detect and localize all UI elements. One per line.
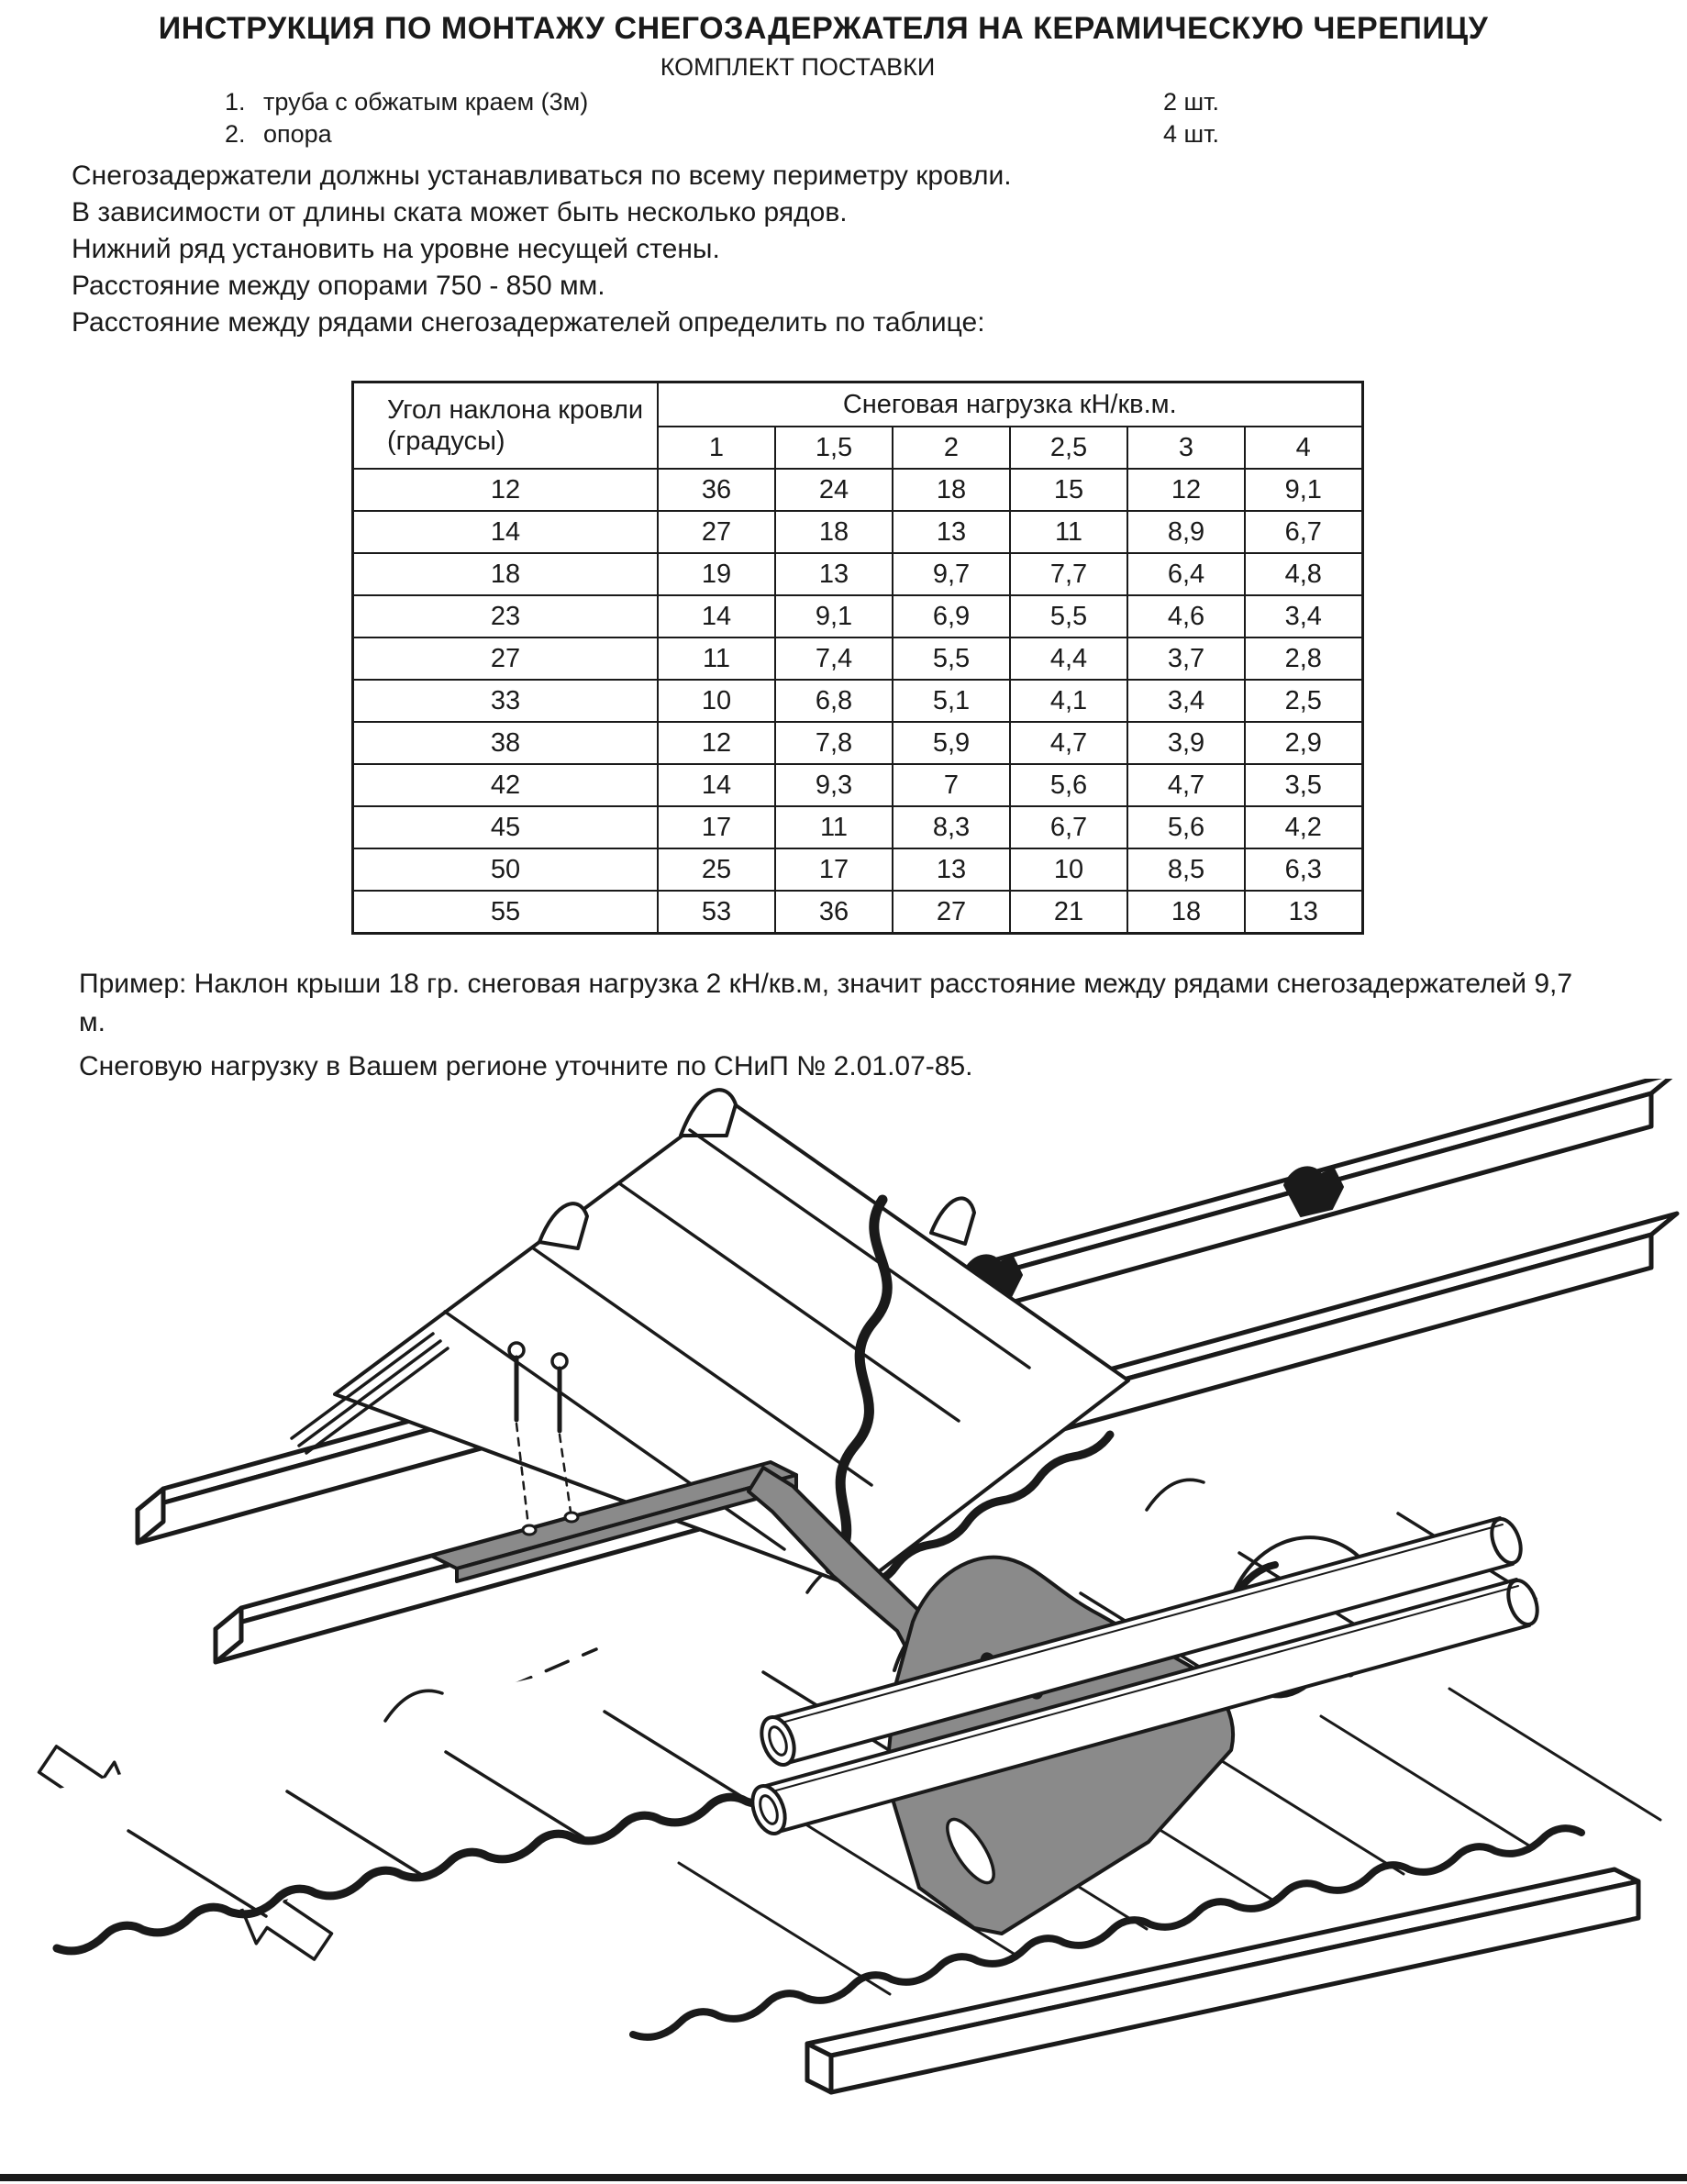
load-value-cell: 15 xyxy=(1010,469,1127,511)
load-value-cell: 7,8 xyxy=(775,722,893,764)
load-value-cell: 6,3 xyxy=(1245,848,1362,891)
load-value-cell: 4,7 xyxy=(1010,722,1127,764)
load-value-cell: 3,4 xyxy=(1245,595,1362,637)
load-value-cell: 18 xyxy=(893,469,1010,511)
intro-line: Расстояние между рядами снегозадержателей определить по таблице: xyxy=(72,307,985,338)
load-value-cell: 3,4 xyxy=(1127,680,1245,722)
table-row xyxy=(353,469,1363,511)
load-value-cell: 6,8 xyxy=(775,680,893,722)
kit-item-number: 1. xyxy=(225,88,246,116)
load-value-cell: 5,6 xyxy=(1127,806,1245,848)
load-value-cell: 27 xyxy=(658,511,775,553)
angle-cell: 27 xyxy=(353,637,659,680)
load-value-cell: 8,5 xyxy=(1127,848,1245,891)
angle-cell: 33 xyxy=(353,680,659,722)
load-value-cell: 7,7 xyxy=(1010,553,1127,595)
load-column-header: 2,5 xyxy=(1010,427,1127,469)
load-value-cell: 4,8 xyxy=(1245,553,1362,595)
load-value-cell: 7 xyxy=(893,764,1010,806)
kit-item-qty: 2 шт. xyxy=(1163,88,1220,116)
load-value-cell: 6,7 xyxy=(1245,511,1362,553)
kit-item-number: 2. xyxy=(225,120,246,148)
kit-item-label: труба с обжатым краем (3м) xyxy=(263,88,589,116)
kit-list xyxy=(225,86,1326,150)
load-value-cell: 13 xyxy=(775,553,893,595)
kit-item-label: опора xyxy=(263,120,332,148)
load-value-cell: 5,9 xyxy=(893,722,1010,764)
load-value-cell: 4,4 xyxy=(1010,637,1127,680)
load-value-cell: 5,6 xyxy=(1010,764,1127,806)
strap-hole xyxy=(523,1525,536,1535)
snip-note: Снеговую нагрузку в Вашем регионе уточните по СНиП № 2.01.07-85. xyxy=(79,1051,973,1081)
installation-diagram xyxy=(0,1079,1687,2184)
load-value-cell: 11 xyxy=(775,806,893,848)
example-paragraph: Пример: Наклон крыши 18 гр. снеговая нагрузка 2 кН/кв.м, значит расстояние между рядами снегозадержателей 9,7 м. xyxy=(79,969,1573,1037)
load-value-cell: 3,9 xyxy=(1127,722,1245,764)
load-value-cell: 8,9 xyxy=(1127,511,1245,553)
load-value-cell: 12 xyxy=(658,722,775,764)
kit-item xyxy=(225,86,1326,118)
table-row xyxy=(353,511,1363,553)
load-value-cell: 18 xyxy=(1127,891,1245,934)
table-row xyxy=(353,595,1363,637)
load-value-cell: 5,1 xyxy=(893,680,1010,722)
load-value-cell: 13 xyxy=(893,848,1010,891)
angle-cell: 45 xyxy=(353,806,659,848)
load-column-header: 4 xyxy=(1245,427,1362,469)
load-value-cell: 11 xyxy=(1010,511,1127,553)
intro-line: Расстояние между опорами 750 - 850 мм. xyxy=(72,271,605,301)
load-column-header: 2 xyxy=(893,427,1010,469)
load-value-cell: 36 xyxy=(658,469,775,511)
page-title: ИНСТРУКЦИЯ ПО МОНТАЖУ СНЕГОЗАДЕРЖАТЕЛЯ НА КЕРАМИЧЕСКУЮ ЧЕРЕПИЦУ xyxy=(158,11,1489,46)
tile-crest-curve xyxy=(1147,1480,1204,1510)
intro-line: В зависимости от длины ската может быть несколько рядов. xyxy=(72,197,848,227)
load-value-cell: 17 xyxy=(658,806,775,848)
table-row xyxy=(353,553,1363,595)
load-value-cell: 27 xyxy=(893,891,1010,934)
load-value-cell: 13 xyxy=(1245,891,1362,934)
load-value-cell: 19 xyxy=(658,553,775,595)
load-value-cell: 4,6 xyxy=(1127,595,1245,637)
angle-cell: 38 xyxy=(353,722,659,764)
table-row xyxy=(353,637,1363,680)
load-value-cell: 6,9 xyxy=(893,595,1010,637)
table-row xyxy=(353,848,1363,891)
tile-peak xyxy=(681,1090,736,1136)
intro-paragraphs xyxy=(72,158,1012,341)
load-value-cell: 21 xyxy=(1010,891,1127,934)
kit-item xyxy=(225,118,1326,150)
load-value-cell: 2,9 xyxy=(1245,722,1362,764)
intro-line: Снегозадержатели должны устанавливаться по всему периметру кровли. xyxy=(72,161,1012,191)
tile-peak xyxy=(539,1203,587,1248)
load-column-header: 3 xyxy=(1127,427,1245,469)
load-value-cell: 2,5 xyxy=(1245,680,1362,722)
load-value-cell: 2,8 xyxy=(1245,637,1362,680)
angle-cell: 12 xyxy=(353,469,659,511)
load-column-header: 1,5 xyxy=(775,427,893,469)
load-value-cell: 24 xyxy=(775,469,893,511)
load-value-cell: 11 xyxy=(658,637,775,680)
load-value-cell: 12 xyxy=(1127,469,1245,511)
load-value-cell: 5,5 xyxy=(893,637,1010,680)
angle-cell: 55 xyxy=(353,891,659,934)
table-row xyxy=(353,891,1363,934)
load-value-cell: 10 xyxy=(658,680,775,722)
load-value-cell: 25 xyxy=(658,848,775,891)
load-value-cell: 6,4 xyxy=(1127,553,1245,595)
load-value-cell: 3,7 xyxy=(1127,637,1245,680)
load-value-cell: 5,5 xyxy=(1010,595,1127,637)
load-value-cell: 9,7 xyxy=(893,553,1010,595)
load-value-cell: 13 xyxy=(893,511,1010,553)
load-value-cell: 18 xyxy=(775,511,893,553)
snow-load-table xyxy=(351,381,1364,935)
load-value-cell: 14 xyxy=(658,595,775,637)
strap-hole xyxy=(565,1513,578,1522)
load-value-cell: 7,4 xyxy=(775,637,893,680)
angle-cell: 14 xyxy=(353,511,659,553)
load-value-cell: 10 xyxy=(1010,848,1127,891)
load-value-cell: 4,1 xyxy=(1010,680,1127,722)
kit-item-qty: 4 шт. xyxy=(1163,120,1220,148)
tile-peak xyxy=(931,1198,974,1244)
load-value-cell: 14 xyxy=(658,764,775,806)
table-row xyxy=(353,764,1363,806)
load-value-cell: 4,2 xyxy=(1245,806,1362,848)
load-header-cell: Снеговая нагрузка кН/кв.м. xyxy=(658,382,1362,427)
table-row xyxy=(353,722,1363,764)
load-value-cell: 9,3 xyxy=(775,764,893,806)
intro-line: Нижний ряд установить на уровне несущей стены. xyxy=(72,234,720,264)
load-value-cell: 36 xyxy=(775,891,893,934)
angle-cell: 23 xyxy=(353,595,659,637)
load-value-cell: 6,7 xyxy=(1010,806,1127,848)
page-bottom-rule xyxy=(0,2174,1687,2181)
angle-cell: 50 xyxy=(353,848,659,891)
table-row xyxy=(353,680,1363,722)
load-value-cell: 8,3 xyxy=(893,806,1010,848)
table-header-row-1 xyxy=(353,382,1363,427)
angle-cell: 18 xyxy=(353,553,659,595)
load-value-cell: 9,1 xyxy=(1245,469,1362,511)
load-value-cell: 3,5 xyxy=(1245,764,1362,806)
load-value-cell: 9,1 xyxy=(775,595,893,637)
kit-heading: КОМПЛЕКТ ПОСТАВКИ xyxy=(660,53,936,81)
load-value-cell: 17 xyxy=(775,848,893,891)
table-row xyxy=(353,806,1363,848)
table-body xyxy=(353,469,1363,934)
load-value-cell: 4,7 xyxy=(1127,764,1245,806)
load-value-cell: 53 xyxy=(658,891,775,934)
angle-cell: 42 xyxy=(353,764,659,806)
load-column-header: 1 xyxy=(658,427,775,469)
corner-header-cell: Угол наклона кровли (градусы) xyxy=(353,382,659,470)
